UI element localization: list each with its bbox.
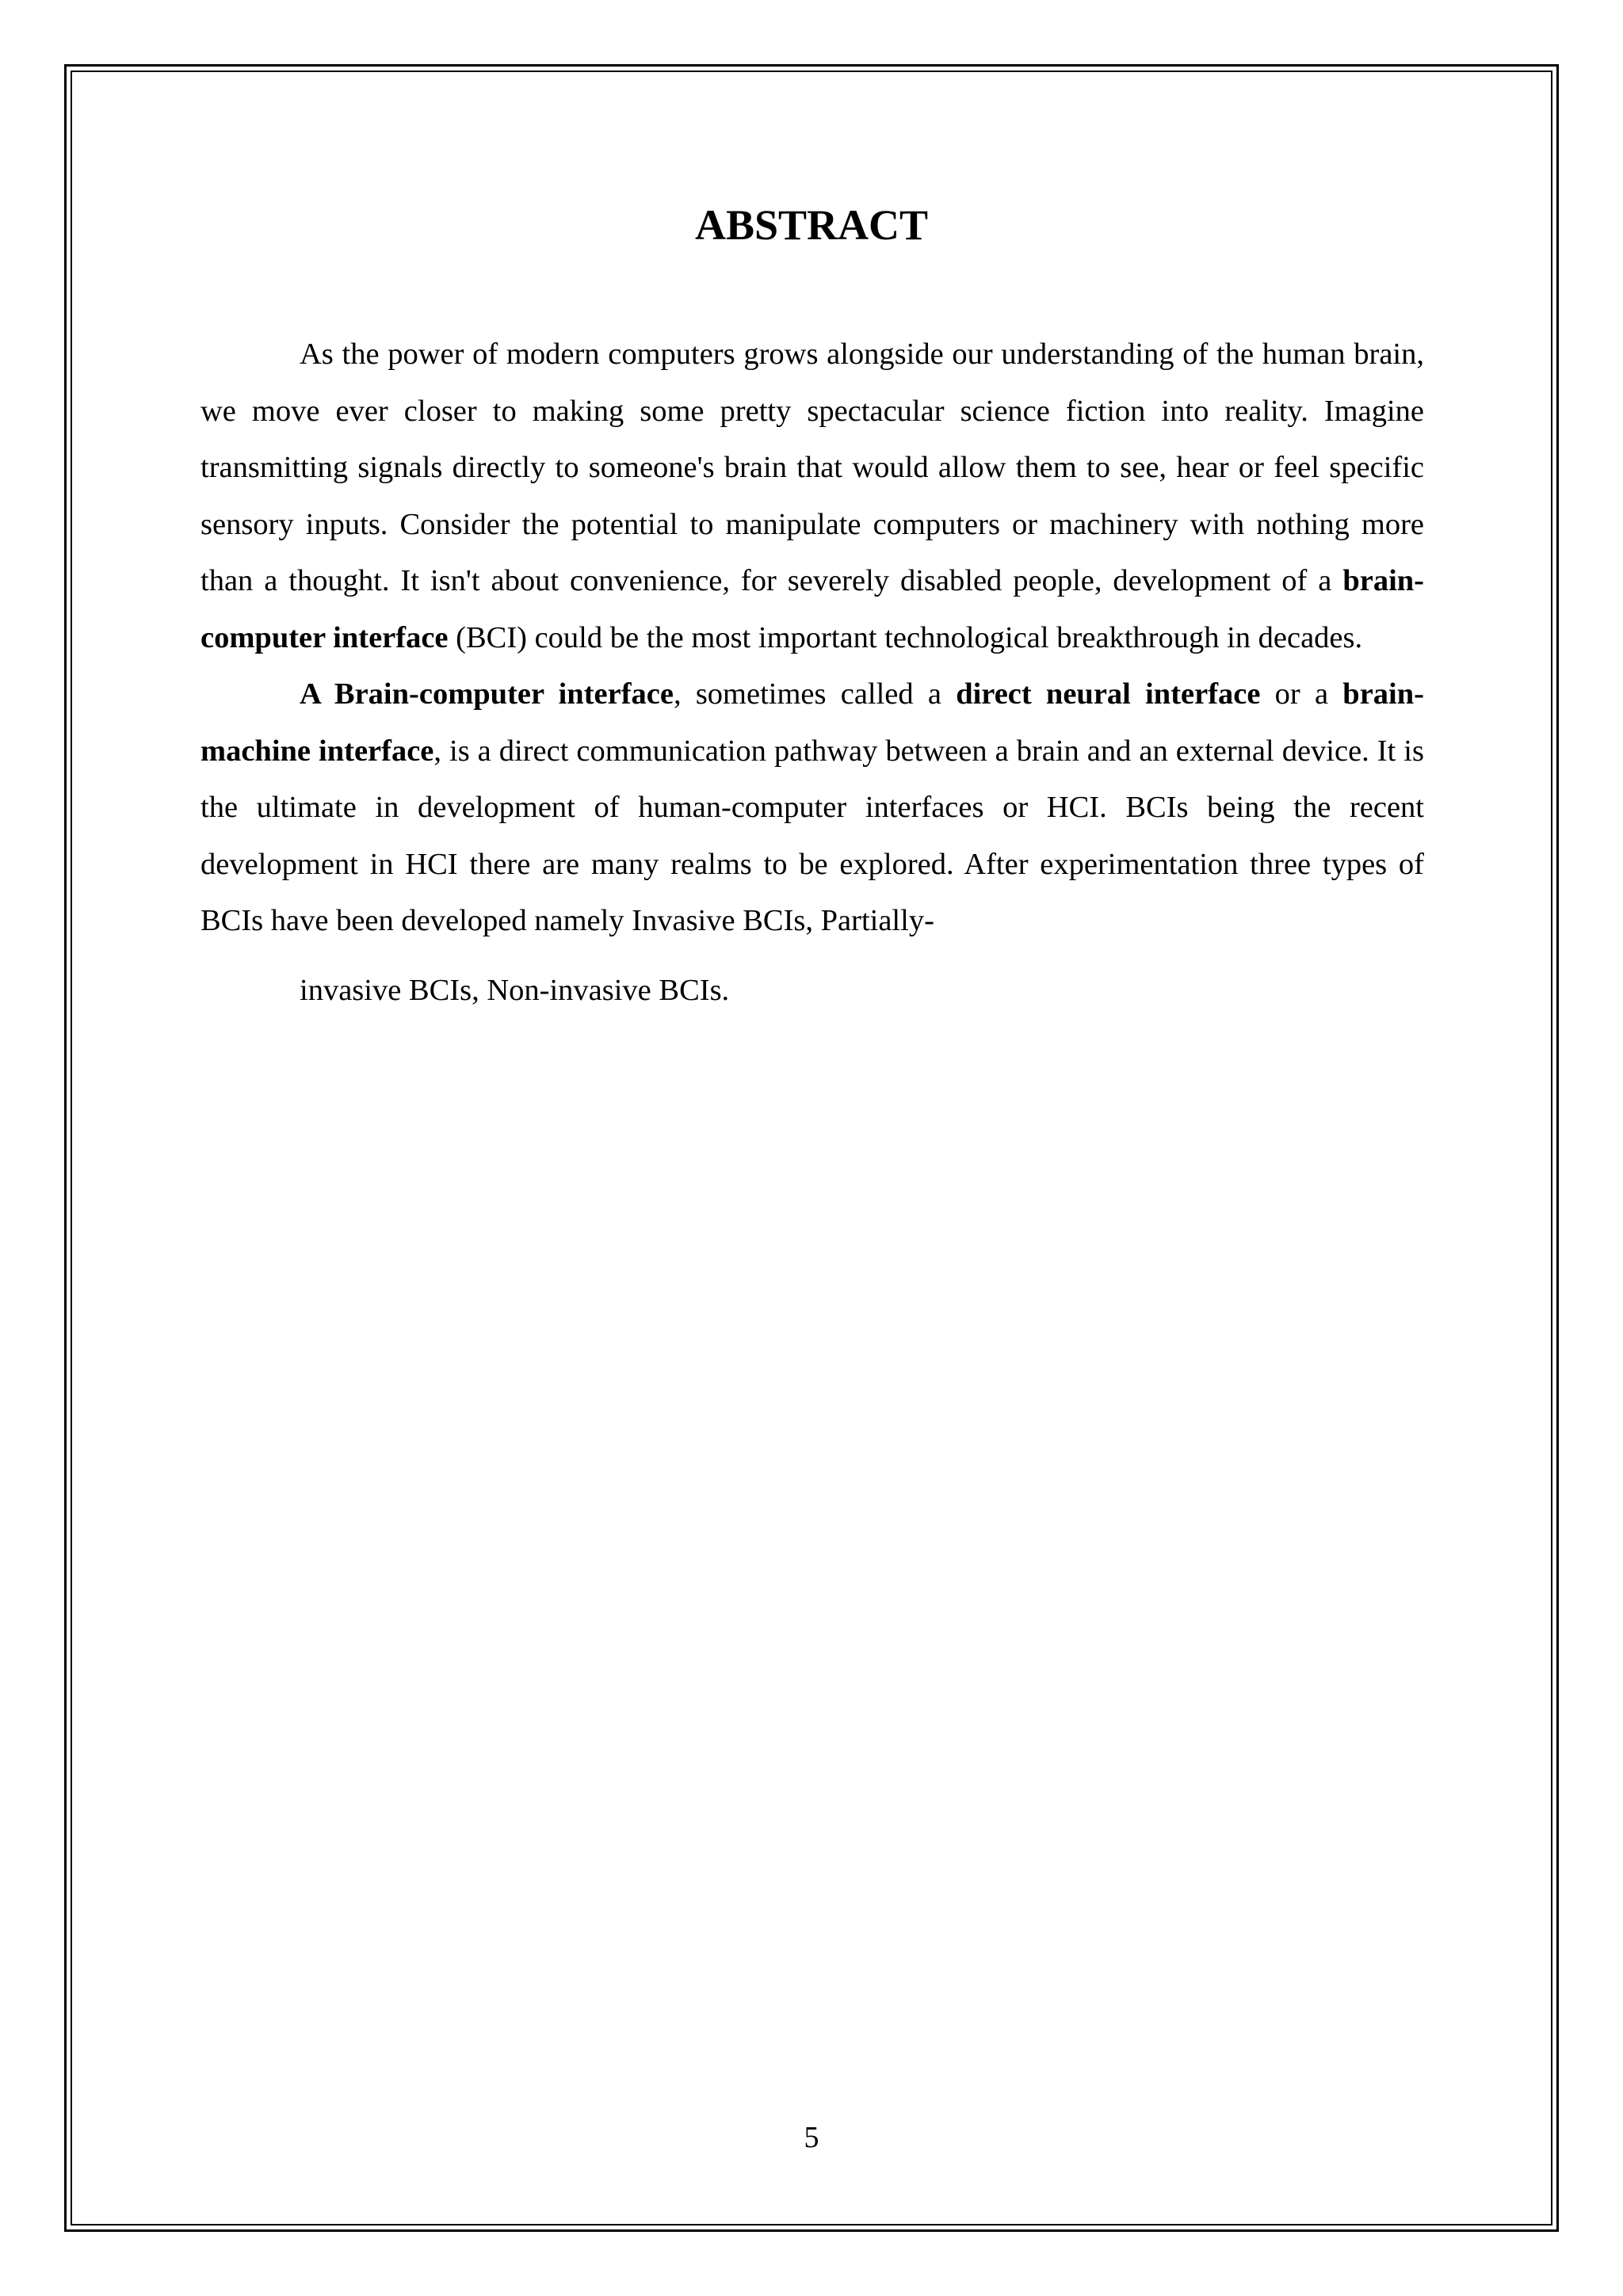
page-number: 5 [804, 2121, 819, 2154]
paragraph-2-last-line: invasive BCIs, Non-invasive BCIs. [300, 973, 730, 1007]
paragraph-2-bold-term-3: brain-machine interface [200, 677, 1424, 768]
paragraph-2-bold-term-1: A Brain-computer interface [300, 677, 674, 711]
paragraph-1-end: (BCI) could be the most important technological breakthrough in decades. [448, 620, 1363, 654]
paragraph-2-text-1: , sometimes called a [673, 677, 957, 711]
abstract-paragraph-2 [200, 666, 1424, 1019]
abstract-body [200, 326, 1424, 1019]
paragraph-2-text-3: , is a direct communication pathway between a brain and an external device. It is the ultimate in development of human-computer interfaces or HCI. BCIs being the recent development in HCI there are many realms to be explored. After experimentation three types of BCIs have been developed namely Invasive BCIs, Partially- [200, 734, 1424, 937]
paragraph-1-bold-term: brain-computer interface [200, 564, 1424, 654]
paragraph-2-bold-term-2: direct neural interface [956, 677, 1261, 711]
abstract-paragraph-1 [200, 326, 1424, 666]
paragraph-1-text: As the power of modern computers grows alongside our understanding of the human brain, we move ever closer to making some pretty spectacular science fiction into reality. Imagine transmitting signals directly to someone's brain that would allow them to see, hear or feel specific sensory inputs. Consider the potential to manipulate computers or machinery with nothing more than a thought. It isn't about convenience, for severely disabled people, development of a [200, 338, 1424, 597]
paragraph-2-text-2: or a [1260, 677, 1343, 711]
page-title: ABSTRACT [694, 201, 929, 249]
